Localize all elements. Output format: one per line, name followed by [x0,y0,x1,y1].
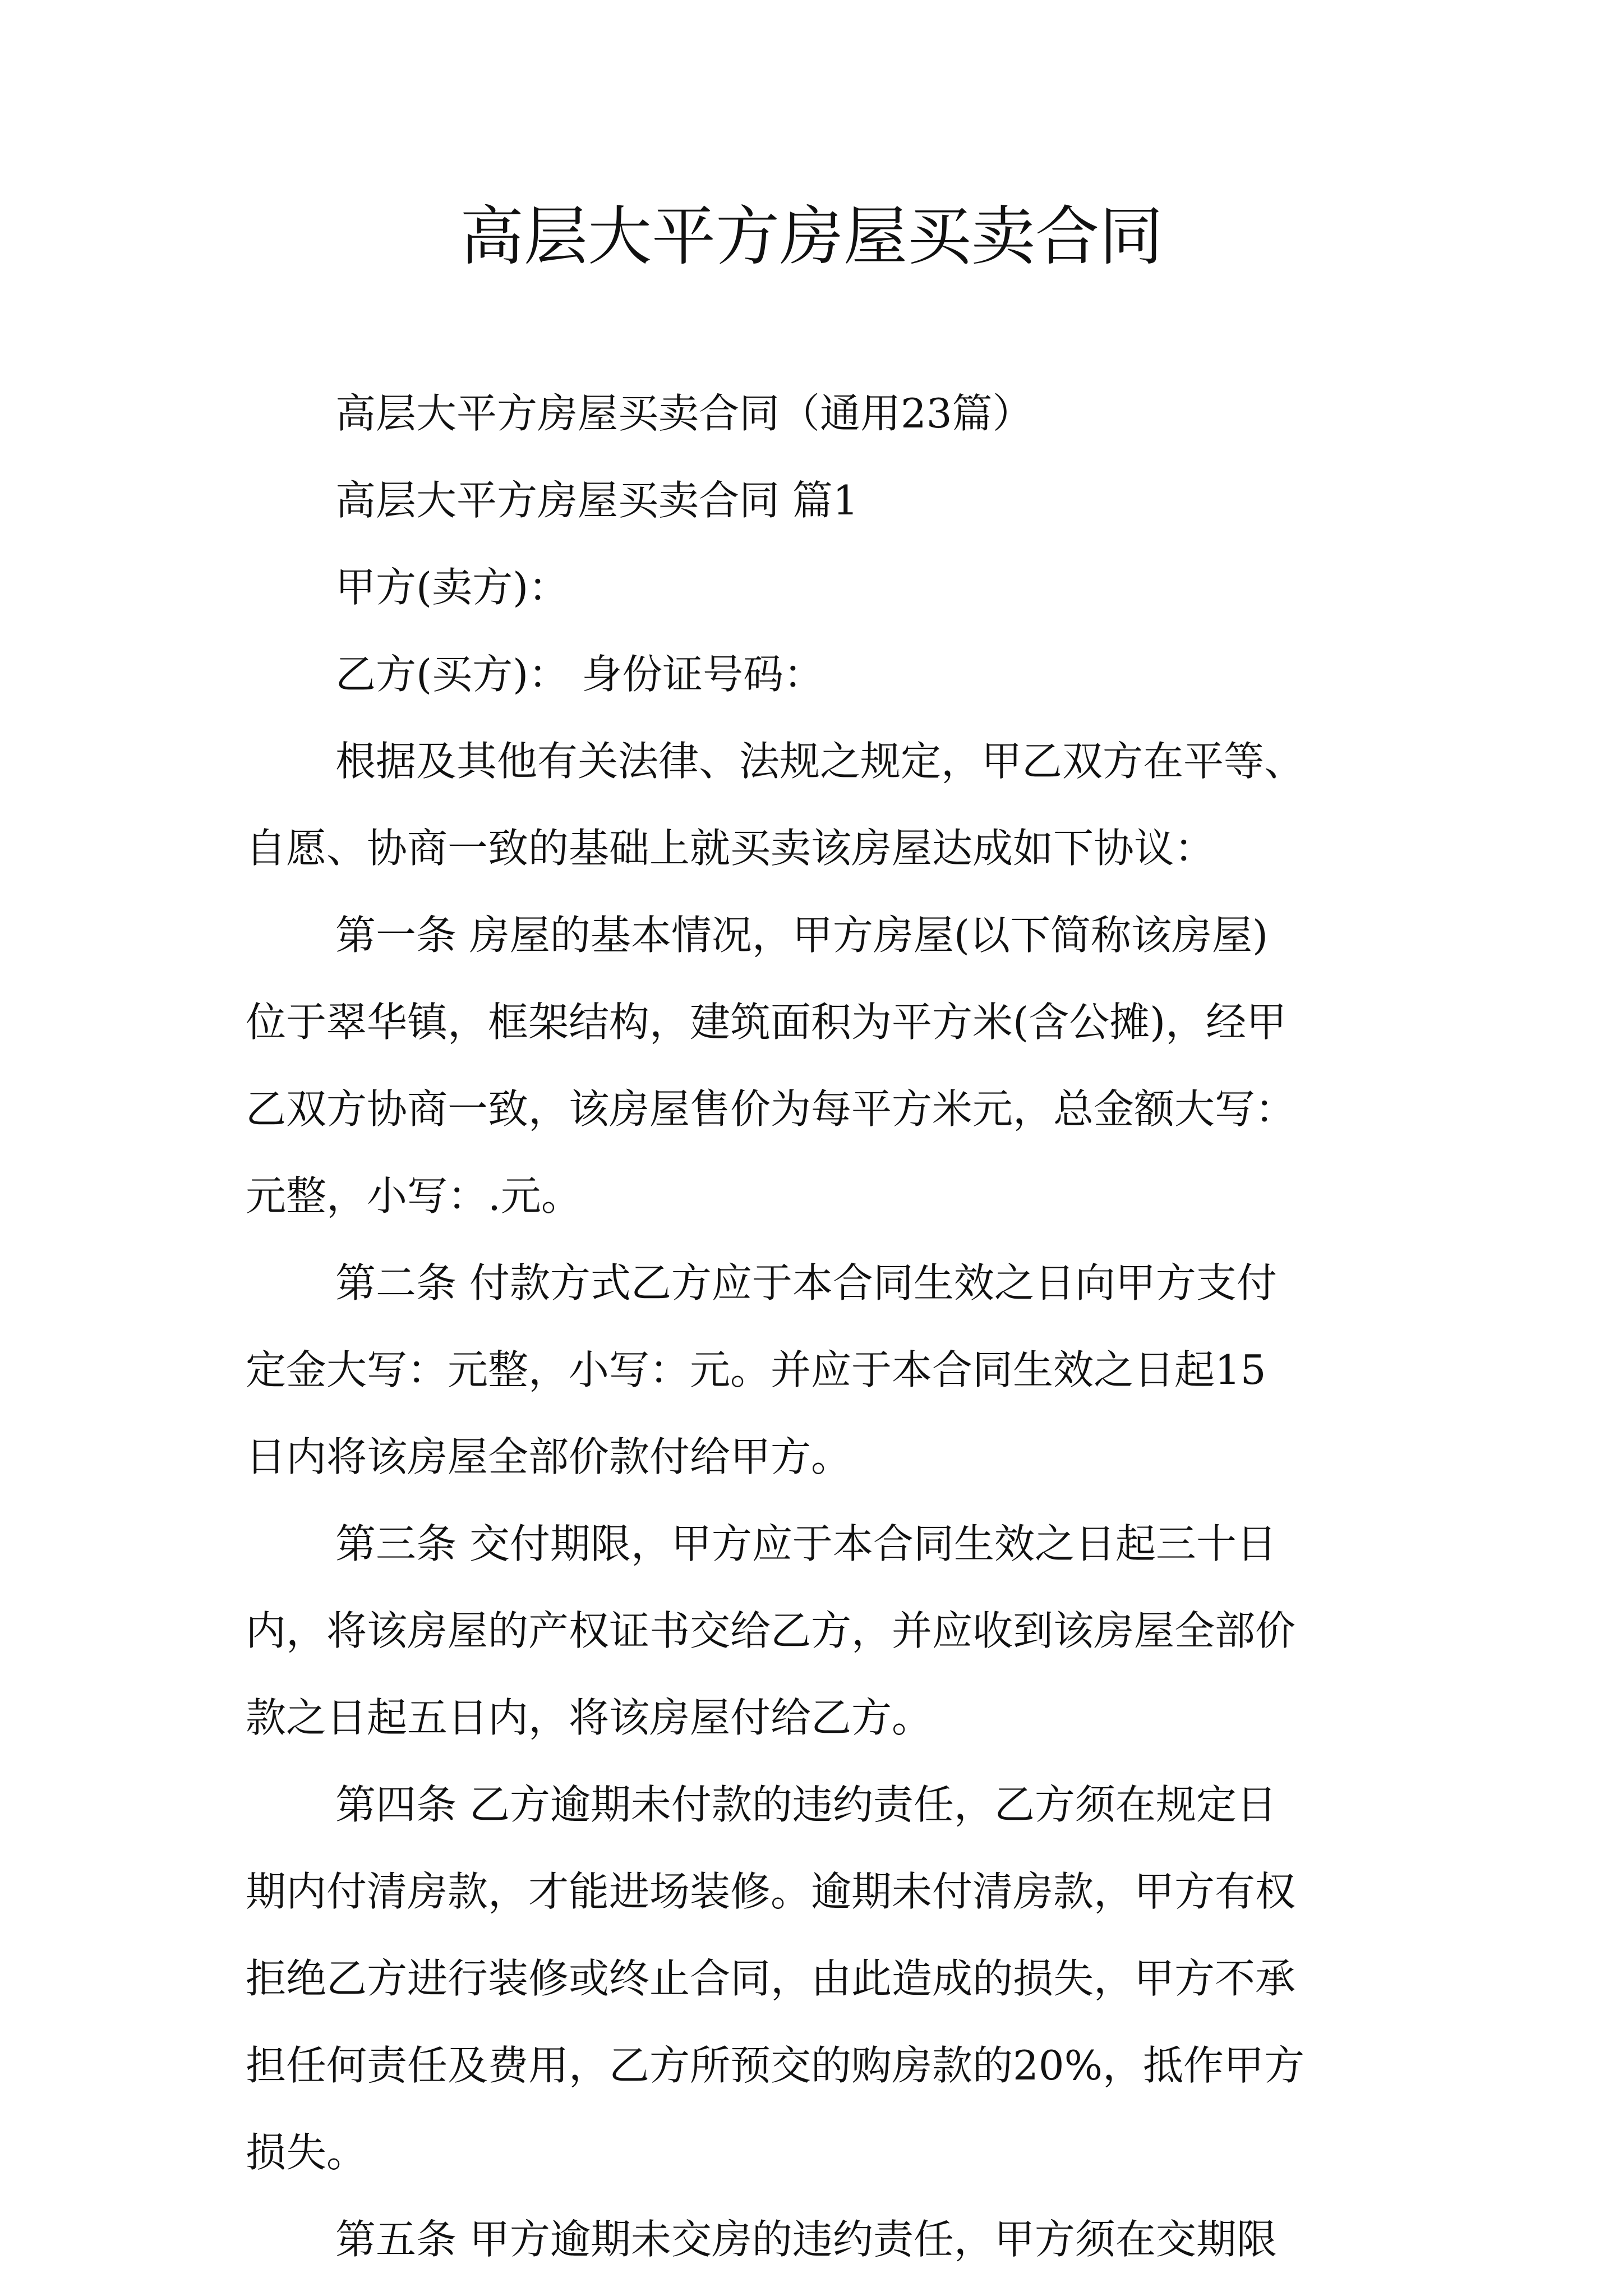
body-line: 日内将该房屋全部价款付给甲方。 [246,1433,852,1480]
body-line: 乙双方协商一致，该房屋售价为每平方米元，总金额大写： [246,1085,1296,1133]
body-line: 高层大平方房屋买卖合同（通用23篇） [335,390,1033,437]
document-title: 高层大平方房屋买卖合同 [459,199,1163,274]
body-line: 根据及其他有关法律、法规之规定，甲乙双方在平等、 [335,738,1305,785]
body-line: 期内付清房款，才能进场装修。逾期未付清房款，甲方有权 [246,1868,1296,1915]
body-line: 内，将该房屋的产权证书交给乙方，并应收到该房屋全部价 [246,1607,1296,1654]
body-line: 损失。 [246,2129,367,2176]
body-line: 担任何责任及费用，乙方所预交的购房款的20%，抵作甲方 [246,2042,1305,2089]
body-line: 元整，小写：.元。 [246,1172,582,1220]
body-line: 第五条 甲方逾期未交房的违约责任，甲方须在交期限 [335,2216,1277,2263]
body-line: 第二条 付款方式乙方应于本合同生效之日向甲方支付 [335,1259,1277,1306]
body-line: 自愿、协商一致的基础上就买卖该房屋达成如下协议： [246,825,1215,872]
body-line: 乙方(买方)： 身份证号码： [335,651,824,698]
document-body [246,370,1378,2283]
body-line: 高层大平方房屋买卖合同 篇1 [335,477,859,524]
body-line: 甲方(卖方)： [335,564,569,611]
body-line: 拒绝乙方进行装修或终止合同，由此造成的损失，甲方不承 [246,1955,1296,2002]
body-line: 款之日起五日内，将该房屋付给乙方。 [246,1694,933,1741]
body-line: 第一条 房屋的基本情况，甲方房屋(以下简称该房屋) [335,912,1269,959]
body-line: 第三条 交付期限，甲方应于本合同生效之日起三十日 [335,1520,1277,1567]
body-line: 位于翠华镇，框架结构，建筑面积为平方米(含公摊)，经甲 [246,999,1287,1046]
body-line: 第四条 乙方逾期未付款的违约责任，乙方须在规定日 [335,1781,1277,1828]
body-line: 定金大写：元整，小写：元。并应于本合同生效之日起15 [246,1346,1266,1393]
